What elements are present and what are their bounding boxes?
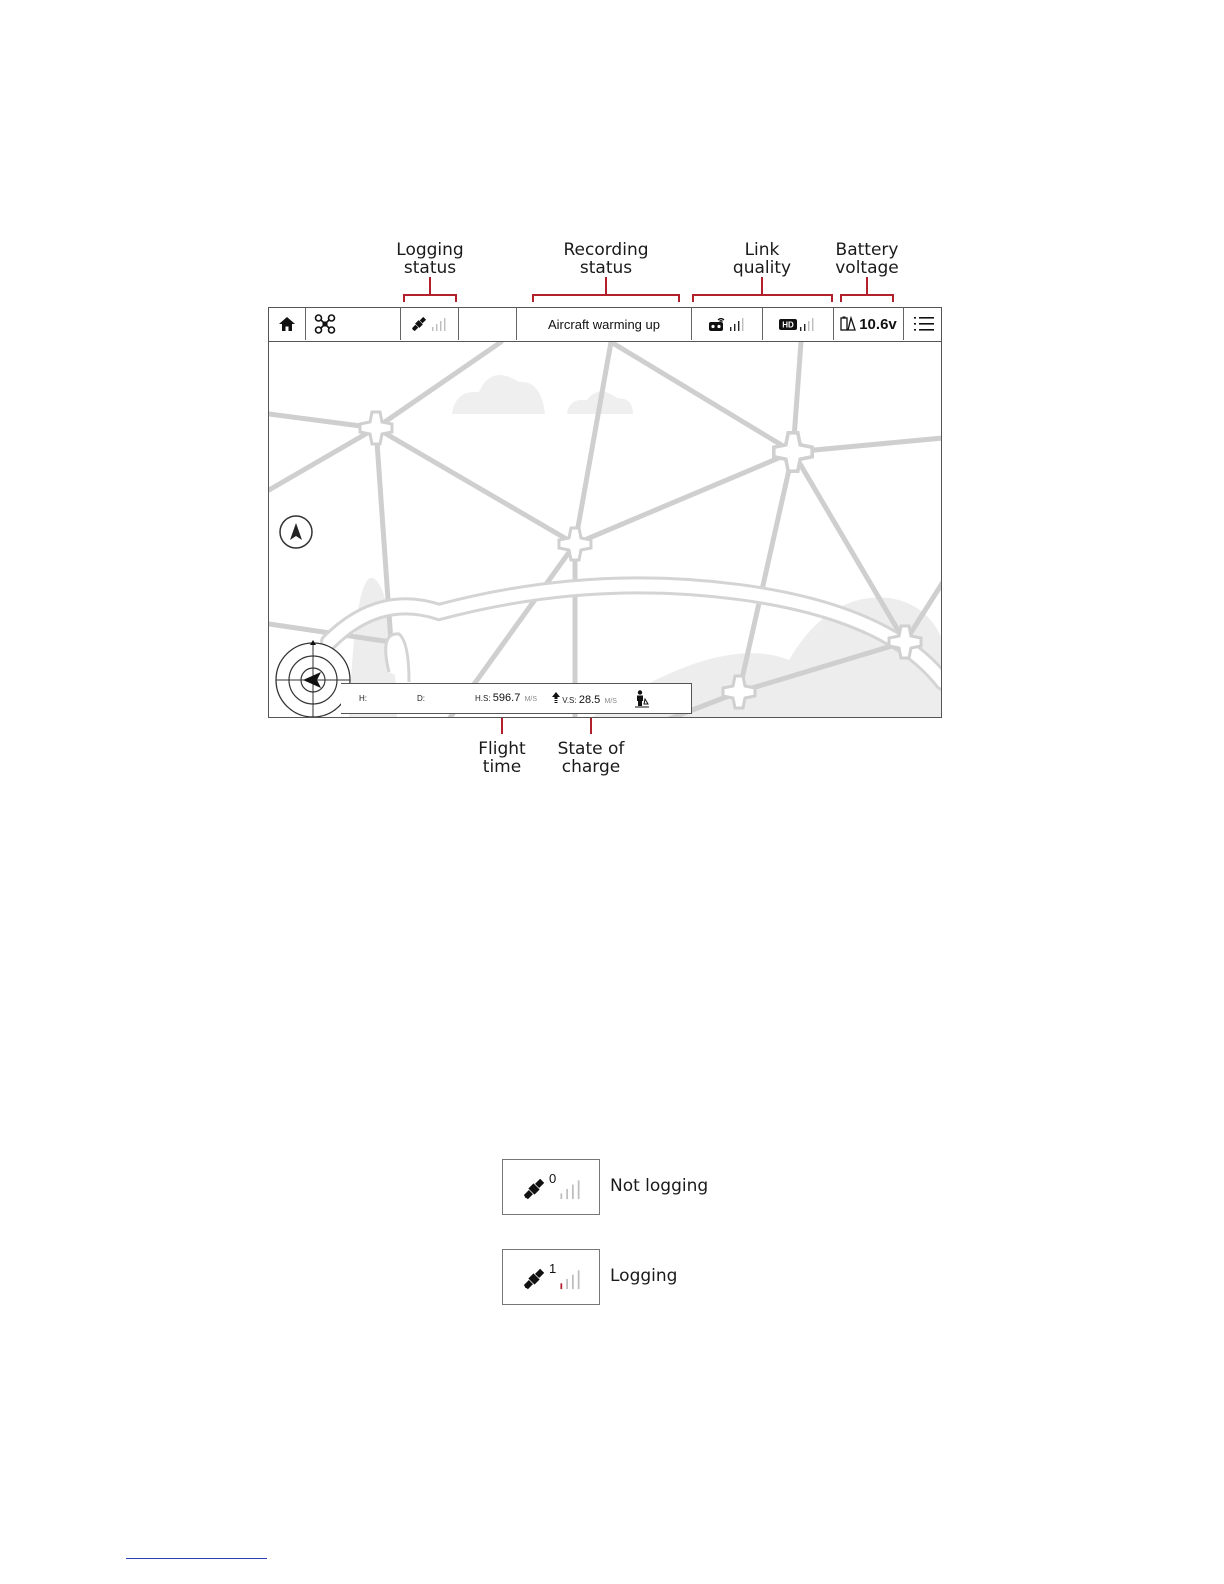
- hd-link-quality[interactable]: [763, 308, 834, 340]
- callout-logging-status-line1: Logging: [396, 240, 464, 260]
- footer-link-underline: [126, 1558, 267, 1559]
- recording-status-indicator[interactable]: [517, 308, 692, 340]
- home-button[interactable]: [269, 308, 306, 340]
- callout-logging-status-line2: status: [403, 258, 457, 278]
- rc-signal-strength-icon: [729, 317, 747, 331]
- legend-not-logging-box: [502, 1159, 600, 1215]
- hs-unit: M/S: [524, 696, 538, 703]
- map-node: [559, 528, 591, 560]
- callout-link-quality-line1: Link: [744, 240, 780, 260]
- hs-value: 596.7: [492, 692, 521, 704]
- satellite-icon: [521, 1176, 547, 1202]
- callout-battery-voltage-line2: voltage: [835, 258, 899, 278]
- bracket-link: [693, 277, 832, 302]
- signal-strength-icon: [559, 1267, 585, 1291]
- satellite-icon: [521, 1266, 547, 1292]
- remote-controller-icon: [708, 316, 726, 332]
- callout-recording-status-line2: status: [579, 258, 633, 278]
- legend-logging-label: Logging: [610, 1266, 678, 1286]
- home-icon: [278, 316, 296, 332]
- aircraft-button[interactable]: [306, 308, 401, 340]
- svg-text:HD: HD: [782, 320, 794, 329]
- logging-count-1: 1: [549, 1261, 557, 1276]
- drone-icon: [314, 314, 336, 334]
- pilot-position-icon[interactable]: [634, 690, 650, 708]
- app-screen: [268, 307, 942, 718]
- map-view[interactable]: [269, 342, 942, 718]
- vs-value: 28.5: [578, 694, 601, 706]
- signal-strength-icon: [431, 317, 449, 331]
- logging-count-0: 0: [549, 1171, 557, 1186]
- bracket-battery: [841, 277, 893, 302]
- callout-state-of-charge: [536, 740, 646, 776]
- telemetry-bar: [341, 683, 692, 714]
- rc-link-quality[interactable]: [692, 308, 763, 340]
- vertical-speed-readout: [552, 692, 617, 706]
- battery-voltage-indicator[interactable]: [834, 308, 904, 340]
- callout-state-of-charge-line2: charge: [561, 757, 621, 777]
- distance-label: D:: [417, 694, 425, 703]
- menu-list-icon: [914, 316, 934, 332]
- horizontal-speed-readout: [475, 692, 537, 704]
- callout-state-of-charge-line1: State of: [557, 739, 625, 759]
- menu-button[interactable]: [904, 308, 942, 340]
- legend-not-logging-label: Not logging: [610, 1176, 709, 1196]
- callout-flight-time-line2: time: [482, 757, 522, 777]
- up-arrow-icon: [552, 692, 560, 704]
- empty-status-cell: [459, 308, 517, 340]
- bracket-recording: [533, 277, 679, 302]
- callout-link-quality-line2: quality: [732, 258, 792, 278]
- distance-readout: [417, 694, 425, 703]
- recording-status-text: Aircraft warming up: [548, 316, 660, 332]
- radar-widget[interactable]: [276, 640, 350, 717]
- compass-north-button[interactable]: [280, 516, 312, 548]
- callout-flight-time-line1: Flight: [478, 739, 526, 759]
- signal-strength-icon: [559, 1177, 585, 1201]
- satellite-icon: [410, 315, 428, 333]
- bracket-logging: [404, 277, 456, 302]
- map-node: [360, 412, 392, 444]
- map-node: [774, 433, 812, 471]
- height-label: H:: [359, 694, 367, 703]
- logging-status-indicator[interactable]: [401, 308, 459, 340]
- battery-voltage-value: 10.6v: [859, 315, 897, 333]
- legend-logging-box: [502, 1249, 600, 1305]
- hs-label: H.S:: [475, 694, 491, 703]
- height-readout: [359, 694, 367, 703]
- callout-recording-status-line1: Recording: [563, 240, 649, 260]
- vs-label: V.S:: [562, 696, 577, 705]
- battery-icon: [840, 316, 856, 332]
- hd-video-icon: [779, 319, 797, 330]
- vs-unit: M/S: [604, 698, 617, 705]
- callout-battery-voltage-line1: Battery: [835, 240, 899, 260]
- hd-signal-strength-icon: [799, 317, 817, 331]
- top-status-bar: [269, 308, 941, 342]
